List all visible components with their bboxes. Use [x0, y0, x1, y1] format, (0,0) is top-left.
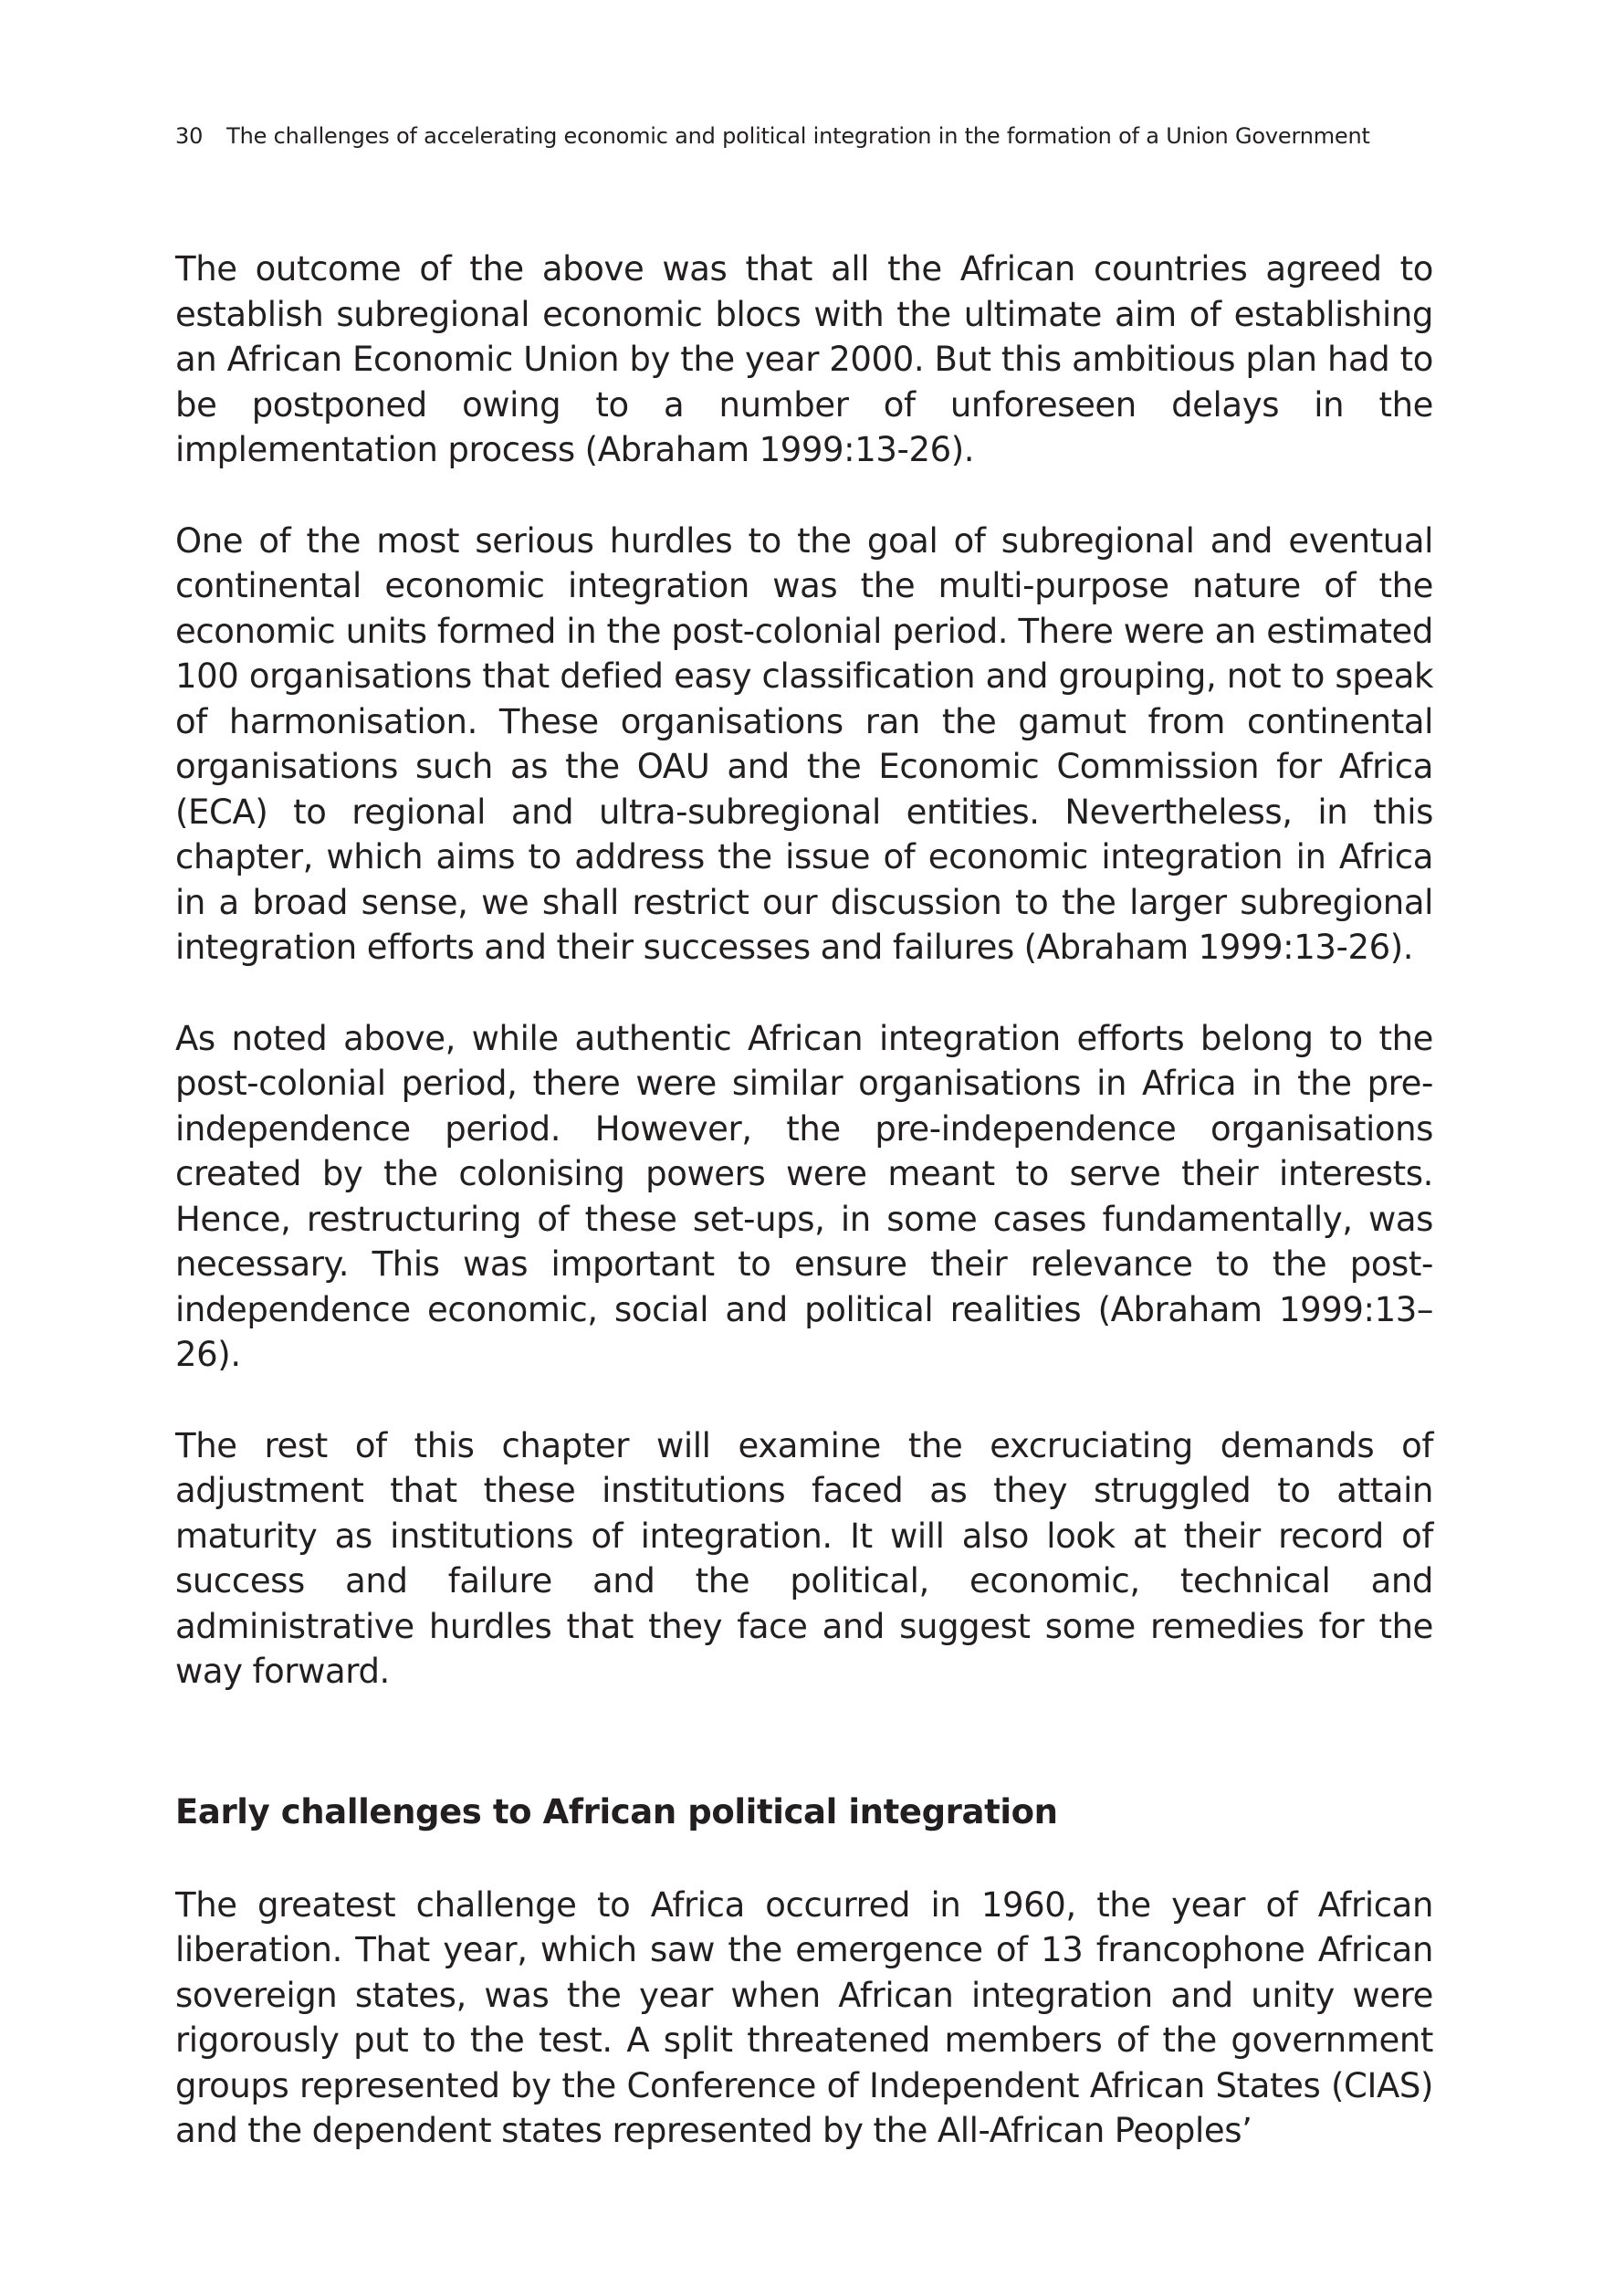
paragraph: The greatest challenge to Africa occurred in 1960, the year of African liberation. That year, which saw the emergence of 13 francophone African sovereign states, was the year when African integration and unity were rigorously put to the test. A split threatened members of the government groups represented by the Conference of Independent African States (CIAS) and the dependent states represented by the All-African Peoples’ [175, 1884, 1433, 2150]
running-header [175, 121, 1449, 152]
paragraph: One of the most serious hurdles to the goal of subregional and eventual continental economic integration was the multi-purpose nature of the economic units formed in the post-colonial period. There were an estimated 100 organisations that defied easy classification and grouping, not to speak of harmonisation. These organisations ran the gamut from continental organisations such as the OAU and the Economic Commission for Africa (ECA) to regional and ultra-subregional entities. Nevertheless, in this chapter, which aims to address the issue of economic integration in Africa in a broad sense, we shall restrict our discussion to the larger subregional integration efforts and their successes and failures (Abraham 1999:13-26). [175, 520, 1433, 967]
running-title: The challenges of accelerating economic and political integration in the formation of a Union Government [226, 123, 1370, 149]
paragraph: As noted above, while authentic African integration efforts belong to the post-colonial period, there were similar organisations in Africa in the pre-independence period. However, the pre-independence organisations created by the colonising powers were meant to serve their interests. Hence, restructuring of these set-ups, in some cases fundamentally, was necessary. This was important to ensure their relevance to the post-independence economic, social and political realities (Abraham 1999:13–26). [175, 1018, 1433, 1374]
paragraph: The outcome of the above was that all the African countries agreed to establish subregional economic blocs with the ultimate aim of establishing an African Economic Union by the year 2000. But this ambitious plan had to be postponed owing to a number of unforeseen delays in the implementation process (Abraham 1999:13-26). [175, 249, 1433, 469]
section-heading: Early challenges to African political integration [175, 1791, 1058, 1831]
paragraph: The rest of this chapter will examine the excruciating demands of adjustment that these institutions faced as they struggled to attain maturity as institutions of integration. It will also look at their record of success and failure and the political, economic, technical and administrative hurdles that they face and suggest some remedies for the way forward. [175, 1425, 1433, 1691]
body-text [175, 247, 1433, 2199]
page-number: 30 [175, 123, 204, 149]
